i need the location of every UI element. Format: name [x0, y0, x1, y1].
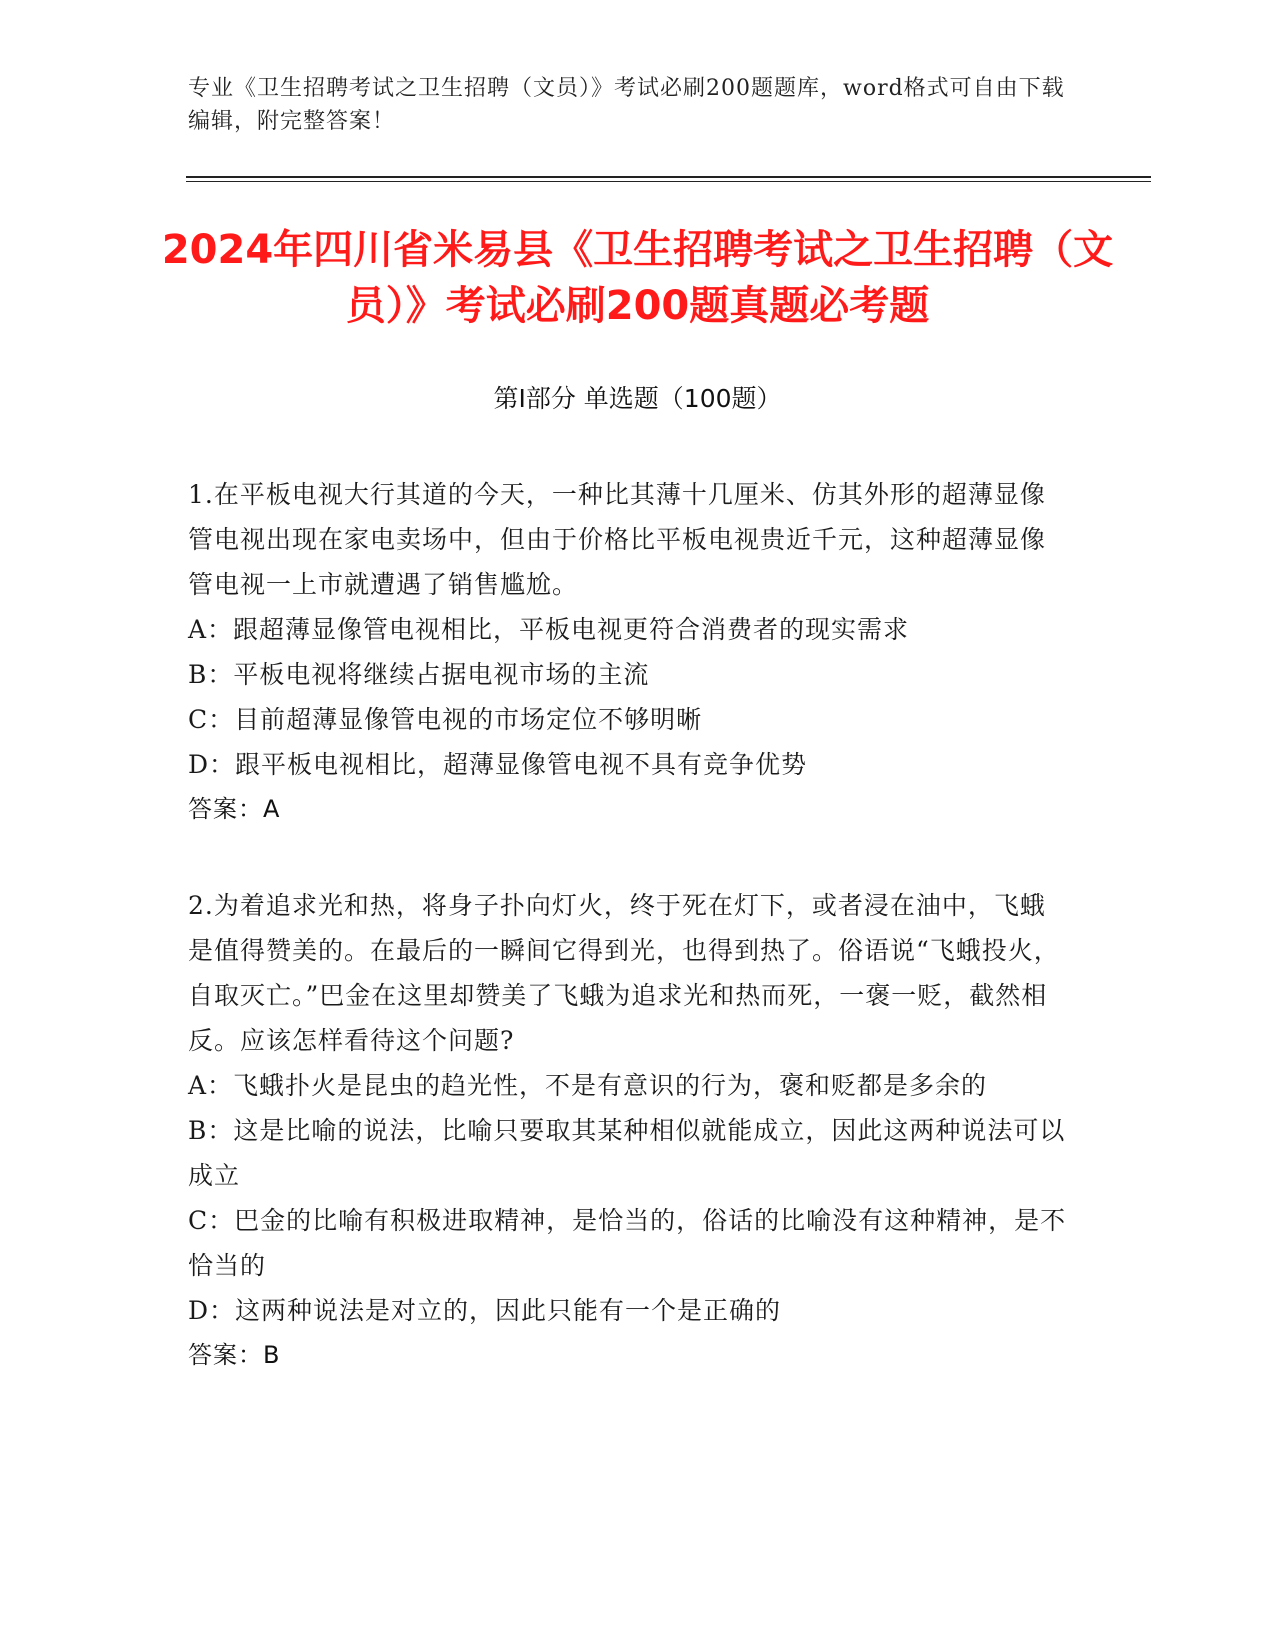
header-divider-thick — [186, 176, 1151, 178]
option-b: B：平板电视将继续占据电视市场的主流 — [188, 660, 650, 689]
option-b: B：这是比喻的说法，比喻只要取其某种相似就能成立，因此这两种说法可以成立 — [188, 1116, 1066, 1190]
answer-label: 答案：A — [188, 795, 281, 823]
question-stem: 2.为着追求光和热，将身子扑向灯火，终于死在灯下，或者浸在油中，飞蛾是值得赞美的。在最后的一瞬间它得到光，也得到热了。俗语说“飞蛾投火，自取灭亡。”巴金在这里却赞美了飞蛾为追求光和热而死，一褒一贬，截然相反。应该怎样看待这个问题? — [188, 891, 1060, 1055]
question-1 — [188, 472, 1068, 832]
option-a: A：跟超薄显像管电视相比，平板电视更符合消费者的现实需求 — [188, 615, 910, 644]
question-2 — [188, 883, 1068, 1378]
document-title: 2024年四川省米易县《卫生招聘考试之卫生招聘（文员）》考试必刷200题真题必考题 — [161, 227, 1114, 329]
option-a: A：飞蛾扑火是昆虫的趋光性，不是有意识的行为，褒和贬都是多余的 — [188, 1071, 988, 1100]
option-d: D：这两种说法是对立的，因此只能有一个是正确的 — [188, 1296, 782, 1325]
header-divider-thin — [186, 181, 1151, 182]
section-title: 第I部分 单选题（100题） — [493, 384, 782, 413]
option-c: C：目前超薄显像管电视的市场定位不够明晰 — [188, 705, 703, 734]
question-stem: 1.在平板电视大行其道的今天，一种比其薄十几厘米、仿其外形的超薄显像管电视出现在家电卖场中，但由于价格比平板电视贵近千元，这种超薄显像管电视一上市就遭遇了销售尴尬。 — [188, 480, 1047, 599]
option-c: C：巴金的比喻有积极进取精神，是恰当的，俗话的比喻没有这种精神，是不恰当的 — [188, 1206, 1067, 1280]
answer-label: 答案：B — [188, 1341, 281, 1369]
header-note: 专业《卫生招聘考试之卫生招聘（文员）》考试必刷200题题库，word格式可自由下载编辑，附完整答案！ — [188, 76, 1065, 134]
option-d: D：跟平板电视相比，超薄显像管电视不具有竞争优势 — [188, 750, 808, 779]
